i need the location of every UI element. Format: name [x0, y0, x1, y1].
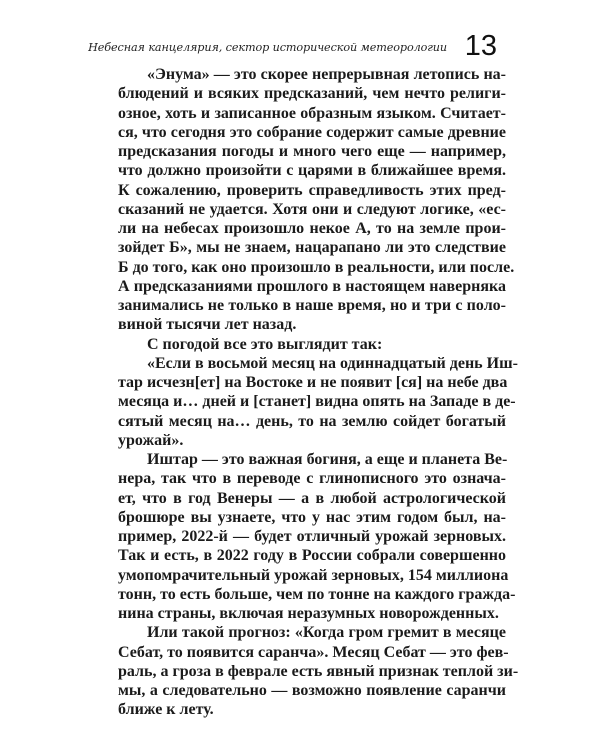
text-line: виной тысячи лет назад. [118, 316, 297, 334]
text-line: умопомрачительный урожай зерновых, 154 миллиона [118, 566, 509, 584]
text-line: блюдений и всяких предсказаний, чем нечто религи- [118, 85, 506, 103]
text-line: нина страны, включая неразумных новорожденных. [118, 605, 499, 622]
page-header [88, 30, 505, 64]
text-line: что должно произойти с царями в ближайшее время. [118, 162, 506, 180]
text-line: пример, 2022-й — будет отличный урожай зерновых. [118, 528, 506, 545]
text-line: раль, а гроза в феврале есть явный признак теплой зи- [118, 662, 519, 680]
paragraph [118, 354, 518, 450]
text-line: ся, что сегодня это собрание содержит самые древние [118, 123, 506, 141]
paragraph [118, 65, 515, 335]
text-line: С погодой все это выглядит так: [147, 335, 383, 353]
text-line: сказаний не удается. Хотя они и следуют логике, «ес- [118, 200, 506, 218]
text-line: нера, так что в переводе с глинописного это означа- [118, 470, 506, 488]
text-line: брошюре вы узнаете, что у нас этим годом был, на- [118, 508, 506, 526]
text-line: зойдет Б», мы не знаем, нацарапано ли это следствие [118, 239, 506, 257]
text-line: урожай». [118, 431, 184, 449]
text-line: тар исчезн[ет] на Востоке и не появит [ся] на небе два [118, 374, 508, 391]
text-line: Иштар — это важная богиня, а еще и планета Ве- [147, 451, 508, 468]
text-line: Или такой прогноз: «Когда гром гремит в месяце [147, 624, 506, 642]
text-line: ближе к лету. [118, 701, 214, 719]
paragraph [118, 335, 506, 354]
body-text [118, 65, 519, 720]
text-line: Себат, то появится саранча». Месяц Себат — это фев- [118, 643, 509, 661]
paragraph [118, 623, 519, 719]
text-line: озное, хоть и записанное образным языком. Считает- [118, 104, 506, 122]
text-line: Так и есть, в 2022 году в России собрали совершенно [118, 547, 506, 565]
text-line: ет, что в год Венеры — а в любой астрологической [118, 489, 506, 507]
text-line: К сожалению, проверить справедливость этих пред- [118, 181, 506, 199]
paragraph [118, 450, 516, 623]
page-number: 13 [464, 30, 497, 62]
text-line: занимались не только в наше время, но и три с поло- [118, 297, 506, 314]
text-line: Б до того, как оно произошло в реальности, или после. [118, 258, 515, 276]
text-line: мы, а следовательно — возможно появление саранчи [118, 682, 506, 699]
text-line: ли на небесах произошло некое А, то на земле прои- [118, 220, 506, 237]
text-line: предсказания погоды и много чего еще — например, [118, 143, 506, 160]
text-line: А предсказаниями прошлого в настоящем наверняка [118, 277, 506, 295]
text-line: «Энума» — это скорее непрерывная летопись на- [147, 66, 506, 83]
text-line: месяца и… дней и [станет] видна опять на Западе в де- [118, 393, 516, 411]
text-line: тонн, то есть больше, чем по тонне на каждого гражда- [118, 585, 516, 603]
running-title: Небесная канцелярия, сектор исторической метеорологии [88, 41, 447, 54]
text-line: «Если в восьмой месяц на одиннадцатый день Иш- [147, 354, 518, 372]
text-line: сятый месяц на… день, то на землю сойдет богатый [118, 412, 506, 430]
